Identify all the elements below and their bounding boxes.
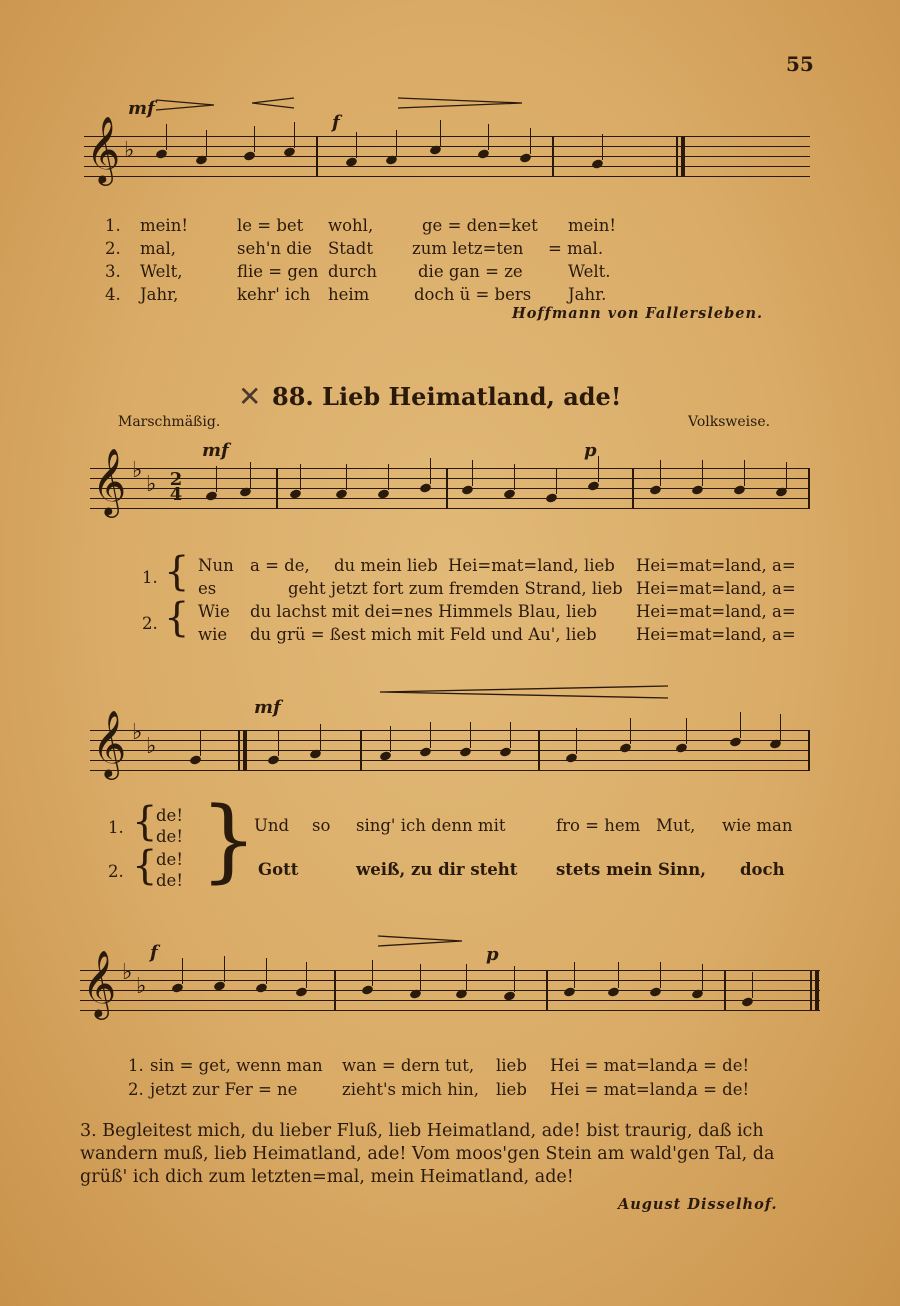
treble-clef-icon: 𝄞 bbox=[92, 447, 127, 515]
treble-clef-icon: 𝄞 bbox=[86, 115, 121, 183]
decrescendo-icon bbox=[156, 98, 216, 112]
brace-icon: { bbox=[164, 595, 190, 641]
flat-icon: ♭ bbox=[146, 734, 157, 759]
dynamic-mf: mf bbox=[254, 697, 281, 718]
song-title: 88. Lieb Heimatland, ade! bbox=[272, 382, 622, 411]
brace-icon: { bbox=[164, 549, 190, 595]
prev-author: Hoffmann von Fallersleben. bbox=[512, 305, 764, 322]
staff-system-2 bbox=[90, 709, 810, 777]
dynamic-mf: mf bbox=[202, 440, 229, 461]
decrescendo-icon bbox=[398, 96, 524, 110]
treble-clef-icon: 𝄞 bbox=[82, 949, 117, 1017]
dynamic-p: p bbox=[486, 944, 499, 965]
flat-icon: ♭ bbox=[122, 960, 133, 985]
brace-icon: { bbox=[132, 799, 158, 845]
cross-mark-icon: ✕ bbox=[238, 380, 262, 413]
staff-system-3 bbox=[80, 949, 820, 1017]
flat-icon: ♭ bbox=[146, 472, 157, 497]
stanza-3: 3. Begleitest mich, du lieber Fluß, lieb Heimatland, ade! bist traurig, daß ich wandern muß, lieb Heimatland, ade! Vom moos'gen Stein am wald'gen Tal, da grüß' ich dich zum letzten=mal, mein Heimatland, ade! bbox=[80, 1121, 775, 1187]
flat-icon: ♭ bbox=[136, 974, 147, 999]
song-author: August Disselhof. bbox=[618, 1196, 778, 1213]
flat-icon: ♭ bbox=[132, 458, 143, 483]
time-signature: 2 4 bbox=[169, 469, 183, 505]
dynamic-p: p bbox=[584, 440, 597, 461]
brace-close-icon: } bbox=[200, 788, 258, 893]
crescendo-icon bbox=[380, 684, 670, 700]
dynamic-f: f bbox=[150, 942, 158, 963]
crescendo-icon bbox=[252, 96, 296, 110]
brace-icon: { bbox=[132, 843, 158, 889]
flat-icon: ♭ bbox=[124, 138, 135, 163]
page-number: 55 bbox=[786, 52, 814, 76]
treble-clef-icon: 𝄞 bbox=[92, 709, 127, 777]
dynamic-f: f bbox=[332, 112, 340, 133]
staff-prev bbox=[84, 115, 810, 183]
tempo-marking: Marschmäßig. bbox=[118, 414, 221, 430]
song-source: Volksweise. bbox=[688, 414, 771, 430]
decrescendo-icon bbox=[378, 934, 464, 948]
dynamic-mf: mf bbox=[128, 98, 155, 119]
flat-icon: ♭ bbox=[132, 720, 143, 745]
